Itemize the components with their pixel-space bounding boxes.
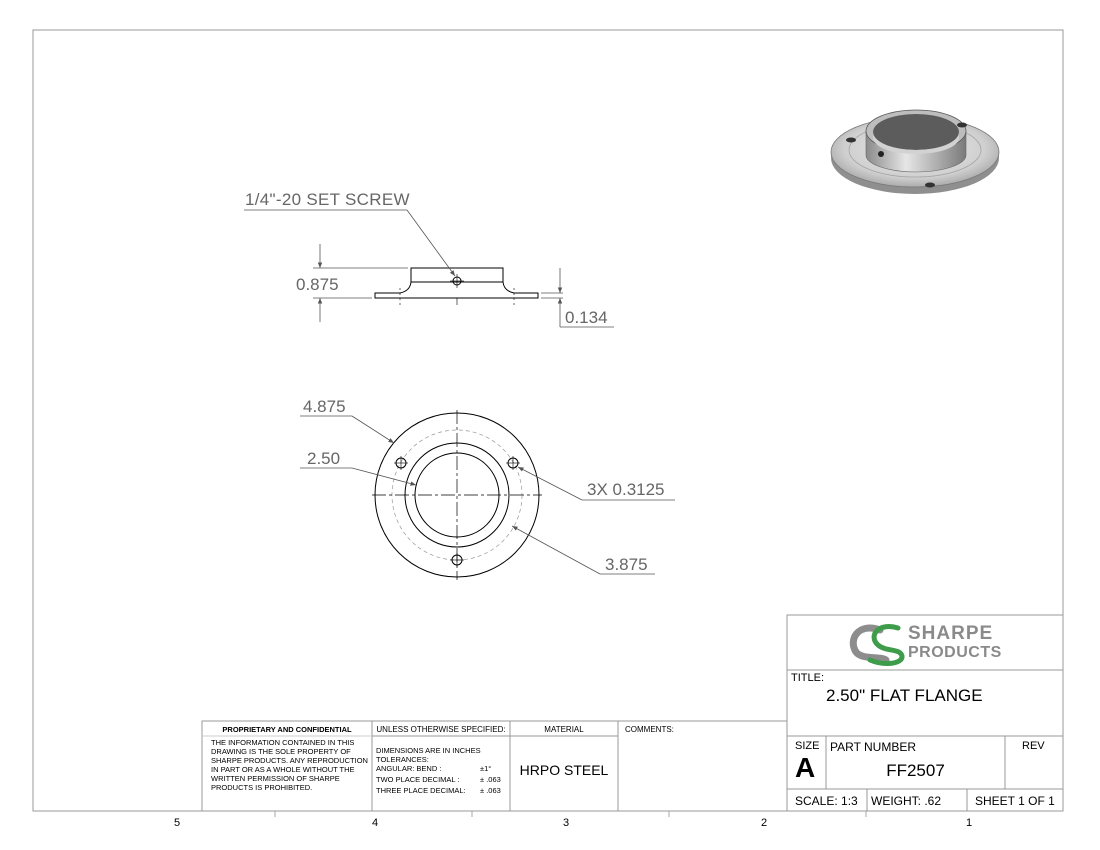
tol-two-place-name: TWO PLACE DECIMAL : — [376, 775, 460, 784]
outer-diameter-label: 4.875 — [303, 397, 346, 416]
title-label: TITLE: — [791, 672, 825, 684]
unless-specified-header: UNLESS OTHERWISE SPECIFIED: — [376, 725, 506, 734]
proprietary-text: THE INFORMATION CONTAINED IN THIS DRAWING IS THE SOLE PROPERTY OF SHARPE PRODUCTS. ANY REPRODUCTION IN PART OR AS A WHOLE WITHOUT THE WRITTEN PERMISSION OF SHARPE PRODUCTS IS PROHIBITED. — [211, 738, 368, 792]
part-number-label: PART NUMBER — [830, 740, 917, 754]
size-label: SIZE — [795, 740, 820, 752]
tol-three-place-value: ± .063 — [480, 786, 501, 795]
part-number-value: FF2507 — [886, 761, 945, 780]
holes-label: 3X 0.3125 — [587, 480, 665, 499]
logo-text-sharpe: SHARPE — [908, 623, 994, 644]
scale-value: SCALE: 1:3 — [795, 794, 858, 808]
set-screw-leader — [244, 210, 455, 276]
bolt-circle-label: 3.875 — [605, 555, 648, 574]
weight-value: WEIGHT: .62 — [871, 794, 942, 808]
zone-1: 1 — [966, 817, 973, 829]
inner-diameter-label: 2.50 — [307, 449, 341, 468]
comments-header: COMMENTS: — [625, 725, 674, 734]
tolerances-note: TOLERANCES: — [376, 755, 429, 764]
drawing-title: 2.50" FLAT FLANGE — [826, 686, 983, 705]
zone-2: 2 — [761, 817, 768, 829]
tol-angular-value: ±1° — [480, 764, 492, 773]
size-value: A — [795, 752, 816, 783]
zone-4: 4 — [372, 817, 379, 829]
side-view — [375, 268, 538, 305]
sharpe-logo-mark — [853, 627, 902, 664]
thickness-dimension-label: 0.134 — [565, 308, 608, 327]
zone-5: 5 — [174, 817, 181, 829]
proprietary-title: PROPRIETARY AND CONFIDENTIAL — [222, 725, 352, 734]
material-header: MATERIAL — [544, 725, 584, 734]
material-value: HRPO STEEL — [519, 762, 609, 778]
zone-3: 3 — [563, 817, 570, 829]
dimensions-note: DIMENSIONS ARE IN INCHES — [376, 746, 481, 755]
set-screw-callout: 1/4"-20 SET SCREW — [245, 190, 410, 209]
tol-three-place-name: THREE PLACE DECIMAL: — [376, 786, 466, 795]
iso-view — [831, 110, 999, 194]
zone-ticks — [275, 811, 866, 817]
rev-label: REV — [1022, 740, 1045, 752]
top-view — [372, 410, 542, 580]
height-dimension-label: 0.875 — [296, 275, 339, 294]
logo-text-products: PRODUCTS — [908, 644, 1002, 661]
tol-two-place-value: ± .063 — [480, 775, 501, 784]
sheet-value: SHEET 1 OF 1 — [975, 794, 1055, 808]
tol-angular-name: ANGULAR: BEND : — [376, 764, 442, 773]
